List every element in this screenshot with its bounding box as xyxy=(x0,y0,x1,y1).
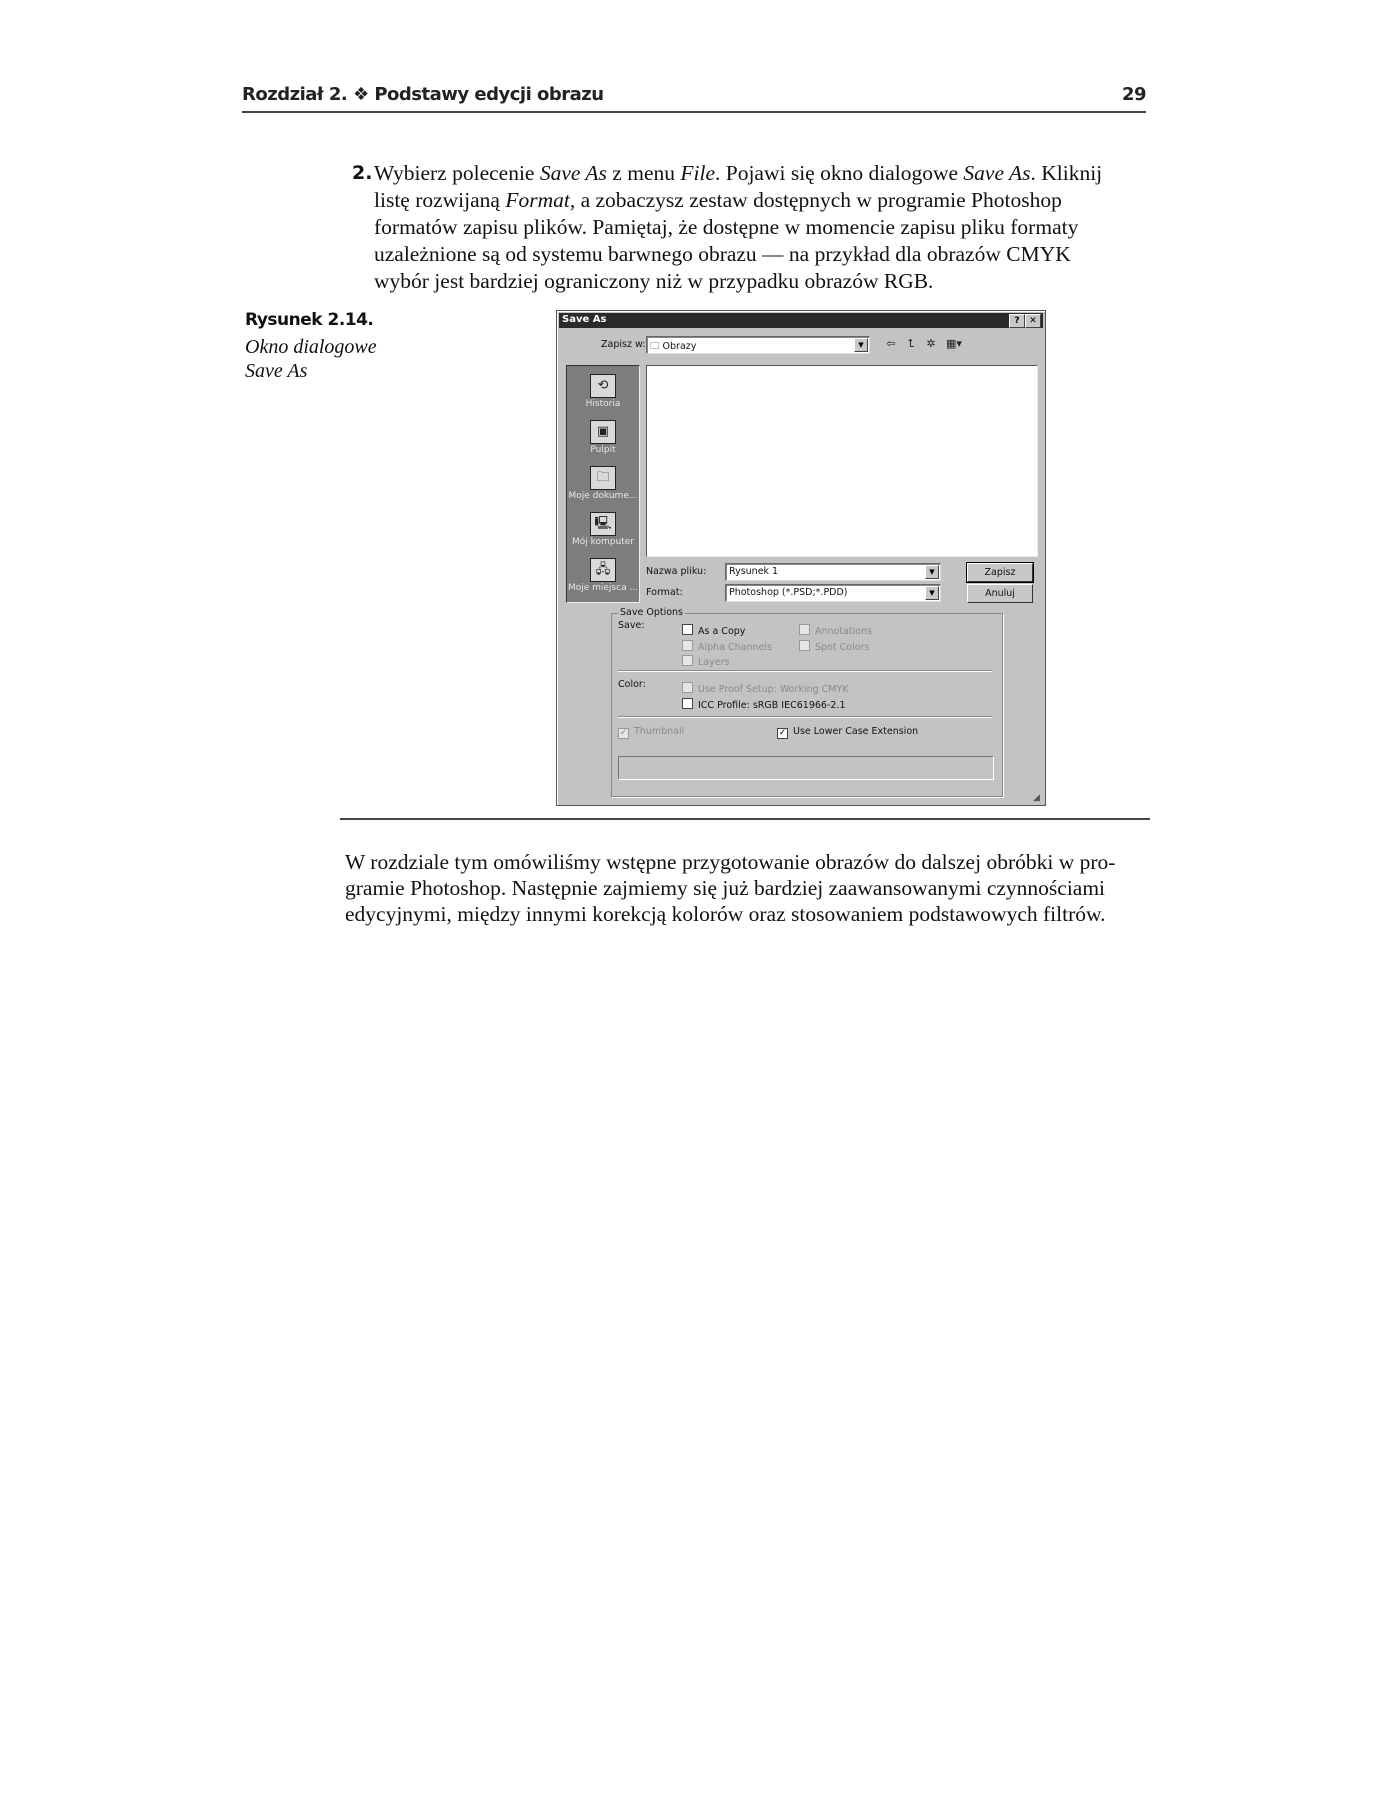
alpha-channels-label: Alpha Channels xyxy=(698,642,772,653)
checkbox-icon xyxy=(682,624,693,635)
text-run: , a zobaczysz zestaw dostępnych w programie Photoshop xyxy=(569,188,1062,212)
text-run: Wybierz polecenie xyxy=(374,161,540,185)
places-item-label: Historia xyxy=(585,399,621,409)
divider xyxy=(618,670,992,672)
annotations-checkbox[interactable] xyxy=(799,624,872,637)
dialog-title: Save As xyxy=(562,314,607,325)
spot-colors-checkbox[interactable] xyxy=(799,640,869,653)
spot-colors-label: Spot Colors xyxy=(815,642,870,653)
cancel-button[interactable]: Anuluj xyxy=(967,584,1033,603)
icc-profile-checkbox[interactable] xyxy=(682,698,846,711)
chevron-down-icon[interactable]: ▼ xyxy=(854,338,868,352)
figure-caption-line-2: Save As xyxy=(245,360,308,382)
lower-case-extension-label: Use Lower Case Extension xyxy=(793,726,919,737)
chevron-down-icon[interactable]: ▼ xyxy=(925,565,939,579)
closing-line: gramie Photoshop. Następnie zajmiemy się już bardziej zaawansowanymi czynnościami xyxy=(345,876,1106,900)
resize-grip-icon[interactable]: ◢ xyxy=(1033,793,1040,803)
help-button[interactable]: ? xyxy=(1009,314,1025,328)
history-icon: ⟲ xyxy=(590,374,616,398)
places-item[interactable] xyxy=(567,370,639,414)
checkbox-icon xyxy=(682,655,693,666)
places-item-label: Moje miejsca ... xyxy=(567,583,639,593)
places-item[interactable] xyxy=(567,462,639,506)
places-item-label: Pulpit xyxy=(590,445,616,455)
step-line xyxy=(374,268,933,295)
save-in-label: Zapisz w: xyxy=(601,339,646,350)
checkbox-icon xyxy=(799,624,810,635)
step-line xyxy=(374,214,1078,241)
chapter-title: Rozdział 2. ❖ Podstawy edycji obrazu xyxy=(242,84,604,105)
header-rule xyxy=(242,111,1146,113)
up-folder-icon[interactable]: ⮤ xyxy=(907,337,915,350)
save-in-value xyxy=(650,339,696,355)
text-run: . Pojawi się okno dialogowe xyxy=(714,161,964,185)
thumbnail-label: Thumbnail xyxy=(634,726,685,737)
use-proof-setup-label: Use Proof Setup: Working CMYK xyxy=(698,684,849,695)
status-box xyxy=(618,756,994,780)
save-options-group xyxy=(611,607,1003,797)
alpha-channels-checkbox[interactable] xyxy=(682,640,772,653)
step-line xyxy=(374,160,1102,187)
checkmark-icon: ✓ xyxy=(778,728,787,738)
checkbox-icon xyxy=(799,640,810,651)
text-run: . Kliknij xyxy=(1030,161,1103,185)
checkbox-icon xyxy=(682,682,693,693)
text-run: formatów zapisu plików. Pamiętaj, że dostępne w momencie zapisu pliku formaty xyxy=(374,215,1079,239)
emphasis-term: File xyxy=(680,161,715,185)
annotations-label: Annotations xyxy=(815,626,873,637)
places-item[interactable] xyxy=(567,508,639,552)
save-label: Save: xyxy=(618,620,645,631)
view-menu-icon[interactable]: ▦▾ xyxy=(946,337,962,350)
layers-label: Layers xyxy=(698,657,730,668)
icc-profile-label: ICC Profile: sRGB IEC61966-2.1 xyxy=(698,700,846,711)
text-run: listę rozwijaną xyxy=(374,188,506,212)
chevron-down-icon[interactable]: ▼ xyxy=(925,586,939,600)
page-number: 29 xyxy=(1121,84,1146,105)
places-item-label: Moje dokume... xyxy=(568,491,638,501)
filename-value: Rysunek 1 xyxy=(729,566,779,577)
figure-caption xyxy=(245,310,445,383)
filename-label: Nazwa pliku: xyxy=(646,566,707,577)
lower-case-extension-checkbox[interactable] xyxy=(777,726,918,739)
divider xyxy=(618,716,992,718)
file-list[interactable] xyxy=(646,365,1038,557)
save-as-dialog xyxy=(556,310,1046,806)
step-line xyxy=(374,241,1071,268)
network-places-icon: 🖧 xyxy=(590,558,616,582)
figure-caption-line-1: Okno dialogowe xyxy=(245,336,377,358)
thumbnail-checkbox[interactable] xyxy=(618,726,684,739)
checkbox-icon xyxy=(682,698,693,709)
emphasis-term: Save As xyxy=(539,161,607,185)
save-in-dropdown[interactable] xyxy=(646,336,870,354)
close-button[interactable]: ✕ xyxy=(1025,314,1041,328)
new-folder-icon[interactable]: ✲ xyxy=(926,337,936,350)
desktop-icon: ▣ xyxy=(590,420,616,444)
color-label: Color: xyxy=(618,679,646,690)
my-documents-icon: 🗀 xyxy=(590,466,616,490)
step-line xyxy=(374,187,1062,214)
text-run: z menu xyxy=(606,161,681,185)
places-item-label: Mój komputer xyxy=(572,537,634,547)
format-value: Photoshop (*.PSD;*.PDD) xyxy=(729,587,848,598)
as-a-copy-checkbox[interactable] xyxy=(682,624,745,637)
closing-line: edycyjnymi, między innymi korekcją kolorów oraz stosowaniem podstawowych filtrów. xyxy=(345,902,1106,926)
save-options-title: Save Options xyxy=(620,607,683,618)
as-a-copy-label: As a Copy xyxy=(698,626,746,637)
text-run: wybór jest bardziej ograniczony niż w przypadku obrazów RGB. xyxy=(374,269,934,293)
dialog-titlebar xyxy=(559,313,1043,328)
format-label: Format: xyxy=(646,587,683,598)
emphasis-term: Format xyxy=(505,188,570,212)
places-bar xyxy=(566,365,640,603)
save-button[interactable]: Zapisz xyxy=(967,563,1033,582)
format-dropdown[interactable] xyxy=(725,584,941,602)
text-run: uzależnione są od systemu barwnego obrazu — na przykład dla obrazów CMYK xyxy=(374,242,1071,266)
my-computer-icon: 🖳 xyxy=(590,512,616,536)
emphasis-term: Save As xyxy=(963,161,1031,185)
filename-input[interactable] xyxy=(725,563,941,581)
figure-label: Rysunek 2.14. xyxy=(245,310,374,330)
running-header xyxy=(242,84,1146,110)
use-proof-setup-checkbox[interactable] xyxy=(682,682,849,695)
step-number: 2. xyxy=(352,162,373,184)
folder-icon: 🗀 xyxy=(650,341,660,352)
layers-checkbox[interactable] xyxy=(682,655,729,668)
checkmark-icon: ✓ xyxy=(619,728,628,738)
checkbox-icon xyxy=(682,640,693,651)
closing-line: W rozdziale tym omówiliśmy wstępne przygotowanie obrazów do dalszej obróbki w pro- xyxy=(345,850,1116,874)
places-item[interactable] xyxy=(567,554,639,598)
places-item[interactable] xyxy=(567,416,639,460)
save-in-folder: Obrazy xyxy=(662,341,697,352)
figure-rule xyxy=(340,818,1150,820)
back-icon[interactable]: ⇦ xyxy=(886,337,896,350)
